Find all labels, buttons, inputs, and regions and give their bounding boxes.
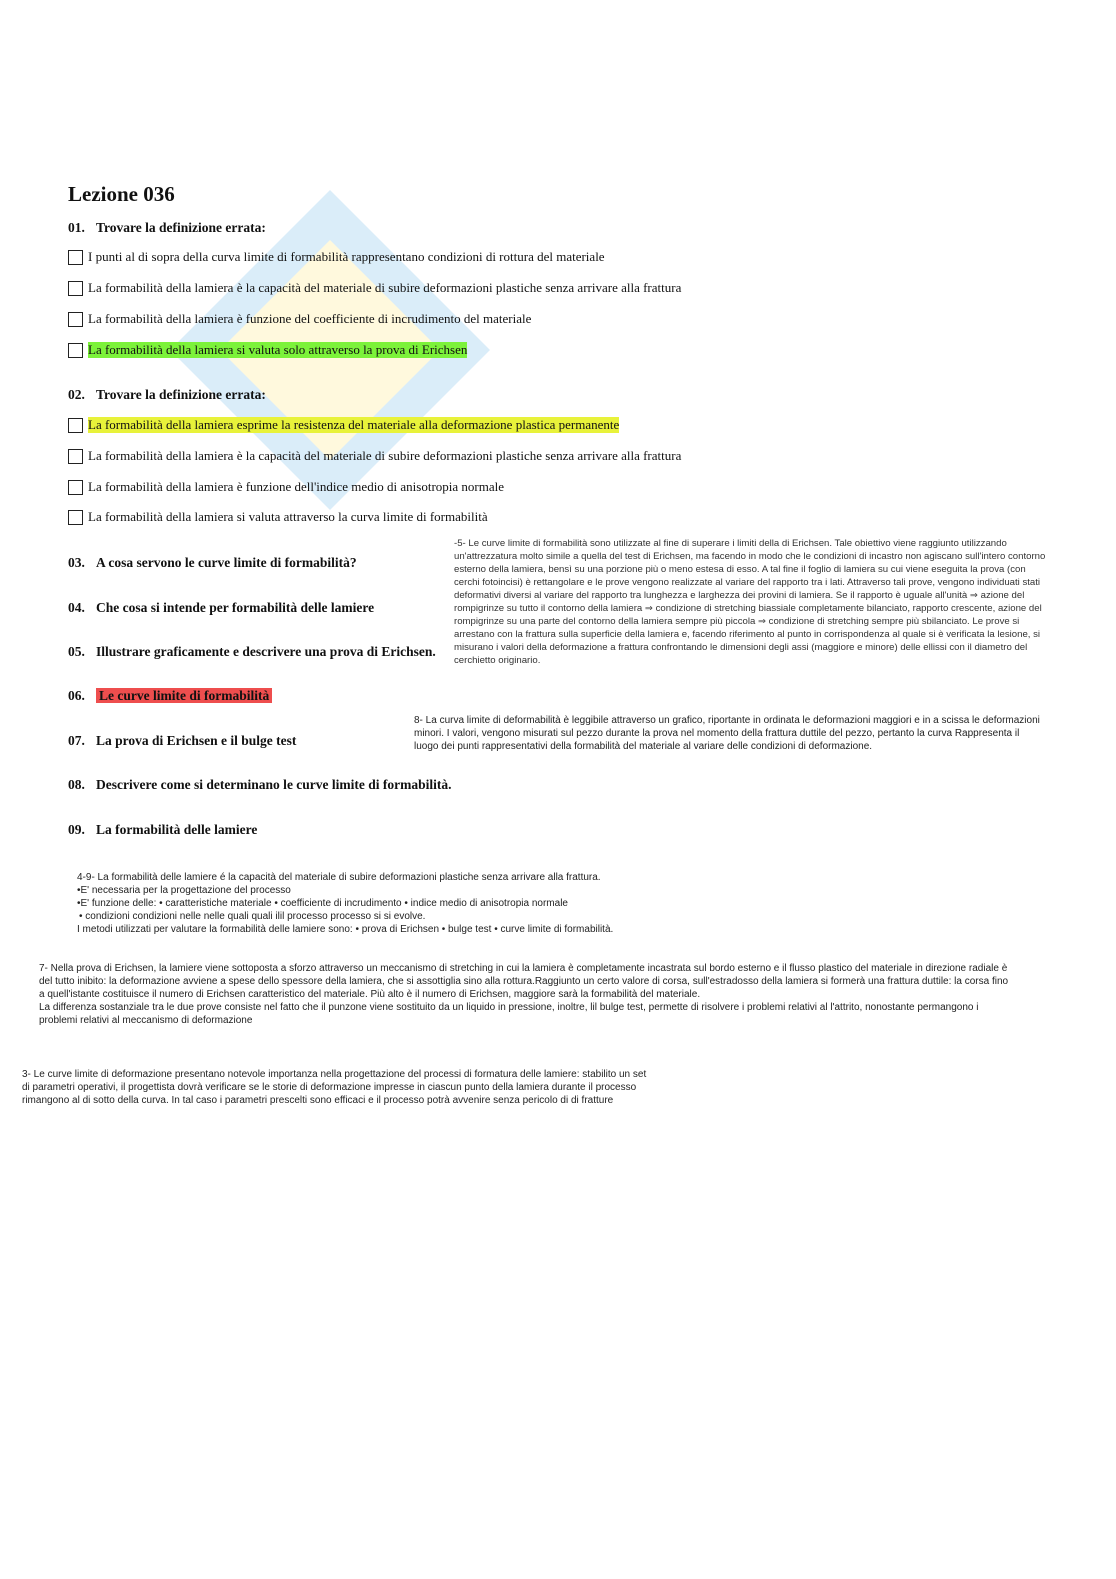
question-03: 03. A cosa servono le curve limite di formabilità?	[68, 555, 357, 570]
checkbox[interactable]	[68, 510, 83, 525]
highlighted-question: Le curve limite di formabilità	[96, 688, 272, 703]
checkbox[interactable]	[68, 449, 83, 464]
option-01-c[interactable]: La formabilità della lamiera è funzione del coefficiente di incrudimento del materiale	[68, 311, 531, 327]
checkbox[interactable]	[68, 281, 83, 296]
checkbox[interactable]	[68, 312, 83, 327]
option-01-b[interactable]: La formabilità della lamiera è la capacità del materiale di subire deformazioni plastiche senza arrivare alla frattura	[68, 280, 681, 296]
option-02-a[interactable]	[68, 417, 619, 433]
note-5: -5- Le curve limite di formabilità sono utilizzate al fine di superare i limiti della di Erichsen. Tale obiettivo viene raggiunto utilizzando un'attrezzatura molto simile a quella del test di Erichsen, ma facendo in modo che le condizioni di incastro non agiscano sull'intero contorno esterno della lamiera, bensì su una porzione più o meno estesa di esso. A tal fine il foglio di lamiera su cui viene eseguita la prova (con cerchi fotoincisi) è rettangolare e le prove vengono realizzate al variare del rapporto tra i lati. Attraverso tali prove, vengono individuati stati deformativi diversi al variare del rapporto tra lunghezza e larghezza dei provini di lamiera. Se il rapporto è uguale all'unità ⇒ azione del rompigrinze su tutto il contorno della lamiera ⇒ condizione di stretching biassiale completamente bilanciato, rapporto crescente, azione del rompigrinze su una parte del contorno della lamiera sempre più piccola ⇒ condizione di stretching sempre più sbilanciato. Le prove si arrestano con la frattura sulla superficie della lamiera e, facendo riferimento al punto in corrispondenza al quale si è verificata la lesione, si misurano i valori della deformazione a frattura confrontando le dimensioni degli assi (maggiore e minore) delle ellissi con il diametro del cerchietto originario.	[454, 538, 1046, 666]
question-08: 08. Descrivere come si determinano le curve limite di formabilità.	[68, 777, 452, 792]
note-4-9: 4-9- La formabilità delle lamiere é la capacità del materiale di subire deformazioni plastiche senza arrivare alla frattura. •E' necessaria per la progettazione del processo •E' funzione delle: • caratteristiche materiale • coefficiente di incrudimento • indice medio di anisotropia normale • condizioni condizioni nelle nelle quali quali ilil processo processo si si evolve. I metodi utilizzati per valutare la formabilità delle lamiere sono: • prova di Erichsen • bulge test • curve limite di formabilità.	[77, 872, 614, 935]
checkbox[interactable]	[68, 418, 83, 433]
page-title: Lezione 036	[68, 182, 175, 206]
checkbox[interactable]	[68, 480, 83, 495]
checkbox[interactable]	[68, 250, 83, 265]
question-09: 09. La formabilità delle lamiere	[68, 822, 258, 837]
option-01-d[interactable]	[68, 342, 467, 358]
option-02-b[interactable]: La formabilità della lamiera è la capacità del materiale di subire deformazioni plastiche senza arrivare alla frattura	[68, 448, 681, 464]
note-3: 3- Le curve limite di deformazione presentano notevole importanza nella progettazione del processi di formatura delle lamiere: stabilito un set di parametri operativi, il progettista dovrà verificare se le storie di deformazione impresse in ciascun punto della lamiera durante il processo rimangono al di sotto della curva. In tal caso i parametri prescelti sono efficaci e il processo potrà avvenire senza pericolo di di fratture	[22, 1069, 647, 1106]
question-02: 02. Trovare la definizione errata:	[68, 387, 266, 402]
note-8: 8- La curva limite di deformabilità è leggibile attraverso un grafico, riportante in ordinata le deformazioni maggiori e in a scissa le deformazioni minori. I valori, vengono misurati sul pezzo durante la prova nel momento della frattura duttile del pezzo, pertanto la curva Rappresenta il luogo dei punti rappresentativi della formabilità del materiale al variare delle condizioni di deformazione.	[414, 715, 1040, 752]
question-04: 04. Che cosa si intende per formabilità delle lamiere	[68, 600, 375, 615]
note-7: 7- Nella prova di Erichsen, la lamiere viene sottoposta a sforzo attraverso un meccanismo di stretching in cui la lamiera è completamente incastrata sul bordo esterno e il flusso plastico del materiale in direzione radiale è del tutto inibito: la deformazione avviene a spese dello spessore della lamiera, che si assottiglia sino alla rottura.Raggiunto un certo valore di corsa, sull'estradosso della lamiera si formerà una frattura duttile: la corsa fino a quell'istante costituisce il numero di Erichsen caratteristico del materiale. Più alto è il numero di Erichsen, maggiore sarà la formabilità del materiale. La differenza sostanziale tra le due prove consiste nel fatto che il punzone viene sostituito da un liquido in pressione, inoltre, lil bulge test, permette di risolvere i problemi relativi al l'attrito, nonostante permangono i problemi relativi al meccanismo di deformazione	[39, 963, 1009, 1026]
highlighted-answer: La formabilità della lamiera si valuta solo attraverso la prova di Erichsen	[88, 342, 468, 357]
option-02-c[interactable]: La formabilità della lamiera è funzione dell'indice medio di anisotropia normale	[68, 479, 504, 495]
option-01-a[interactable]: I punti al di sopra della curva limite di formabilità rappresentano condizioni di rottura del materiale	[68, 249, 605, 265]
question-01: 01. Trovare la definizione errata:	[68, 220, 266, 235]
highlighted-answer: La formabilità della lamiera esprime la resistenza del materiale alla deformazione plastica permanente	[88, 417, 620, 432]
checkbox[interactable]	[68, 343, 83, 358]
option-02-d[interactable]: La formabilità della lamiera si valuta attraverso la curva limite di formabilità	[68, 509, 488, 525]
question-05: 05. Illustrare graficamente e descrivere una prova di Erichsen.	[68, 644, 436, 659]
question-06: 06. Le curve limite di formabilità	[68, 688, 272, 704]
question-07: 07. La prova di Erichsen e il bulge test	[68, 733, 297, 748]
